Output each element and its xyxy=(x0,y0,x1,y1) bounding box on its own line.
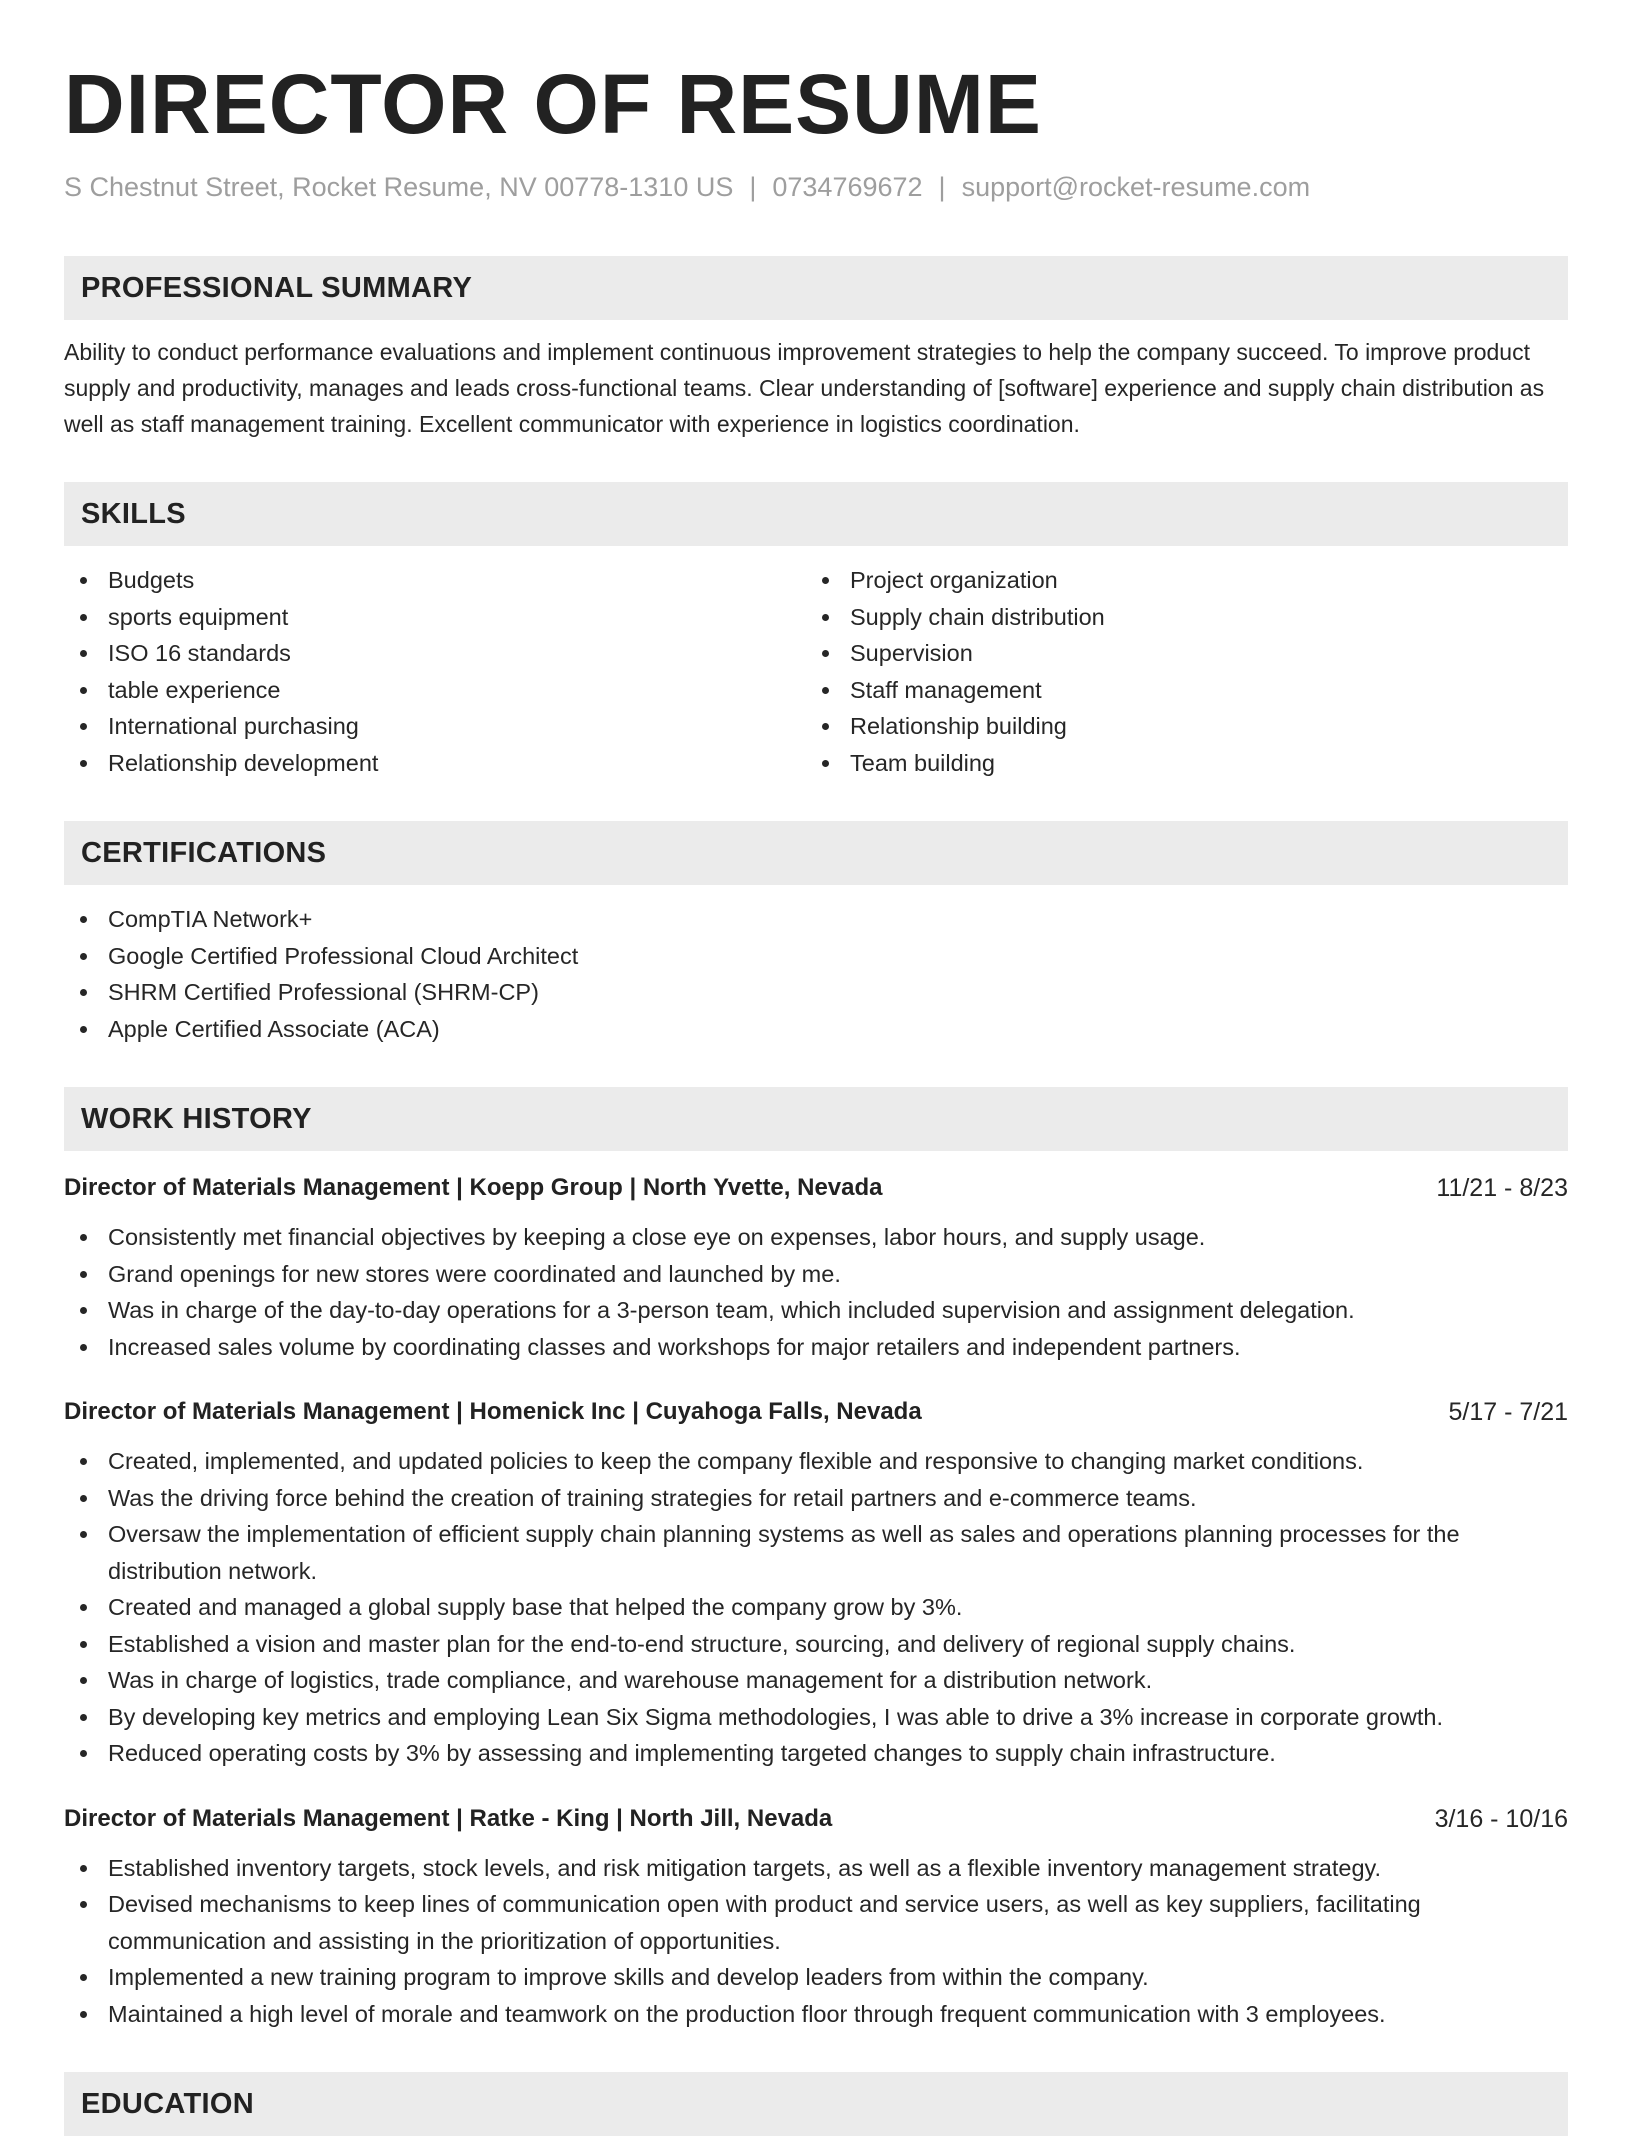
certification-item: CompTIA Network+ xyxy=(64,901,1568,938)
skills-right-list xyxy=(806,562,1548,781)
job-bullet: Reduced operating costs by 3% by assessing and implementing targeted changes to supply chain infrastructure. xyxy=(64,1735,1568,1772)
certifications-list xyxy=(64,901,1568,1047)
skill-item: Staff management xyxy=(806,672,1548,709)
section-header-skills: SKILLS xyxy=(64,482,1568,546)
job-header xyxy=(64,1802,1568,1836)
job-bullet: Created, implemented, and updated policies to keep the company flexible and responsive to changing market conditions. xyxy=(64,1443,1568,1480)
skill-item: Relationship development xyxy=(64,745,806,782)
contact-phone: 0734769672 xyxy=(772,172,923,202)
certification-item: Apple Certified Associate (ACA) xyxy=(64,1011,1568,1048)
job-bullet: Created and managed a global supply base that helped the company grow by 3%. xyxy=(64,1589,1568,1626)
certification-item: SHRM Certified Professional (SHRM-CP) xyxy=(64,974,1568,1011)
job-entry xyxy=(64,1171,1568,1365)
contact-separator: | xyxy=(749,172,757,202)
certification-item: Google Certified Professional Cloud Architect xyxy=(64,938,1568,975)
job-bullet: Grand openings for new stores were coordinated and launched by me. xyxy=(64,1256,1568,1293)
job-entry xyxy=(64,1802,1568,2033)
skills-left-list xyxy=(64,562,806,781)
job-bullets xyxy=(64,1219,1568,1365)
skill-item: Project organization xyxy=(806,562,1548,599)
skill-item: International purchasing xyxy=(64,708,806,745)
skills-grid xyxy=(64,562,1568,781)
job-bullet: Increased sales volume by coordinating classes and workshops for major retailers and independent partners. xyxy=(64,1329,1568,1366)
job-bullet: Established a vision and master plan for the end-to-end structure, sourcing, and delivery of regional supply chains. xyxy=(64,1626,1568,1663)
job-bullets xyxy=(64,1443,1568,1772)
skill-item: Supply chain distribution xyxy=(806,599,1548,636)
section-header-education: EDUCATION xyxy=(64,2072,1568,2136)
job-header xyxy=(64,1171,1568,1205)
contact-line xyxy=(64,170,1568,204)
skill-item: ISO 16 standards xyxy=(64,635,806,672)
job-entry xyxy=(64,1395,1568,1772)
job-dates: 11/21 - 8/23 xyxy=(1436,1174,1568,1202)
section-header-summary: PROFESSIONAL SUMMARY xyxy=(64,256,1568,320)
job-dates: 3/16 - 10/16 xyxy=(1434,1804,1568,1833)
skill-item: table experience xyxy=(64,672,806,709)
job-header xyxy=(64,1395,1568,1429)
skill-item: sports equipment xyxy=(64,599,806,636)
contact-separator: | xyxy=(938,172,946,202)
job-bullet: Devised mechanisms to keep lines of communication open with product and service users, as well as key suppliers, facilitating communication and assisting in the prioritization of opportunities. xyxy=(64,1886,1568,1959)
job-title: Director of Materials Management | Homenick Inc | Cuyahoga Falls, Nevada xyxy=(64,1398,922,1425)
job-bullet: Implemented a new training program to improve skills and develop leaders from within the company. xyxy=(64,1959,1568,1996)
job-bullets xyxy=(64,1850,1568,2033)
job-bullet: Consistently met financial objectives by keeping a close eye on expenses, labor hours, and supply usage. xyxy=(64,1219,1568,1256)
job-bullet: Was in charge of logistics, trade compliance, and warehouse management for a distribution network. xyxy=(64,1662,1568,1699)
summary-text: Ability to conduct performance evaluations and implement continuous improvement strategies to help the company succeed. To improve product supply and productivity, manages and leads cross-functional teams. Clear understanding of [software] experience and supply chain distribution as well as staff management training. Excellent communicator with experience in logistics coordination. xyxy=(64,339,1545,437)
job-title: Director of Materials Management | Koepp Group | North Yvette, Nevada xyxy=(64,1174,883,1201)
contact-email: support@rocket-resume.com xyxy=(961,172,1311,202)
skill-item: Team building xyxy=(806,745,1548,782)
job-bullet: Established inventory targets, stock levels, and risk mitigation targets, as well as a flexible inventory management strategy. xyxy=(64,1850,1568,1887)
job-dates: 5/17 - 7/21 xyxy=(1448,1398,1568,1426)
section-header-certifications: CERTIFICATIONS xyxy=(64,821,1568,885)
skill-item: Relationship building xyxy=(806,708,1548,745)
job-bullet: Was the driving force behind the creation of training strategies for retail partners and e-commerce teams. xyxy=(64,1480,1568,1517)
contact-address: S Chestnut Street, Rocket Resume, NV 00778-1310 US xyxy=(64,172,734,202)
job-title: Director of Materials Management | Ratke - King | North Jill, Nevada xyxy=(64,1804,833,1832)
job-bullet: Maintained a high level of morale and teamwork on the production floor through frequent communication with 3 employees. xyxy=(64,1996,1568,2033)
job-bullet: Was in charge of the day-to-day operations for a 3-person team, which included supervision and assignment delegation. xyxy=(64,1292,1568,1329)
job-bullet: Oversaw the implementation of efficient supply chain planning systems as well as sales and operations planning processes for the distribution network. xyxy=(64,1516,1568,1589)
skill-item: Budgets xyxy=(64,562,806,599)
section-header-work-history: WORK HISTORY xyxy=(64,1087,1568,1151)
job-bullet: By developing key metrics and employing Lean Six Sigma methodologies, I was able to drive a 3% increase in corporate growth. xyxy=(64,1699,1568,1736)
skill-item: Supervision xyxy=(806,635,1548,672)
resume-name: DIRECTOR OF RESUME xyxy=(64,57,1042,151)
